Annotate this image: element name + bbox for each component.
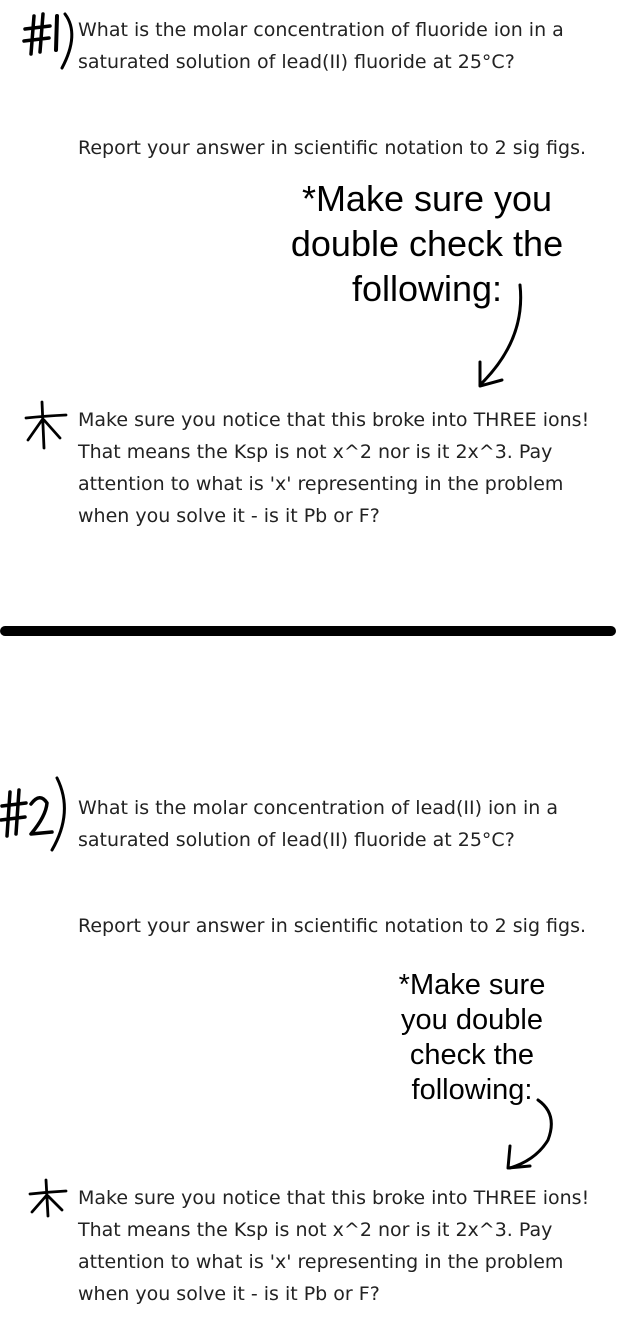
- question-2-star-mark: [26, 1176, 70, 1222]
- question-2-handwritten-label: [0, 770, 74, 854]
- question-1-double-check-note: *Make sure you double check the following:: [290, 178, 564, 309]
- question-2-arrow: [500, 1090, 560, 1175]
- section-divider: [0, 626, 616, 636]
- question-1-arrow: [470, 280, 530, 395]
- question-2-prompt: What is the molar concentration of lead(II) ion in a saturated solution of lead(II) fluoride at 25°C?: [78, 797, 559, 851]
- question-2-hint: Make sure you notice that this broke into THREE ions! That means the Ksp is not x^2 nor is it 2x^3. Pay attention to what is 'x' representing in the problem when you solve it - is it Pb or F?: [78, 1187, 590, 1305]
- question-1-handwritten-label: [22, 10, 80, 72]
- question-1-hint: Make sure you notice that this broke into THREE ions! That means the Ksp is not x^2 nor is it 2x^3. Pay attention to what is 'x' representing in the problem when you solve it - is it Pb or F?: [78, 409, 590, 527]
- question-1-prompt: What is the molar concentration of fluoride ion in a saturated solution of lead(II) fluoride at 25°C?: [78, 19, 564, 73]
- question-1-star-mark: [20, 396, 70, 452]
- question-2-instruction: Report your answer in scientific notation to 2 sig figs.: [78, 915, 587, 937]
- question-2-double-check-note: *Make sure you double check the following:: [398, 969, 546, 1106]
- question-1-instruction: Report your answer in scientific notation to 2 sig figs.: [78, 137, 587, 159]
